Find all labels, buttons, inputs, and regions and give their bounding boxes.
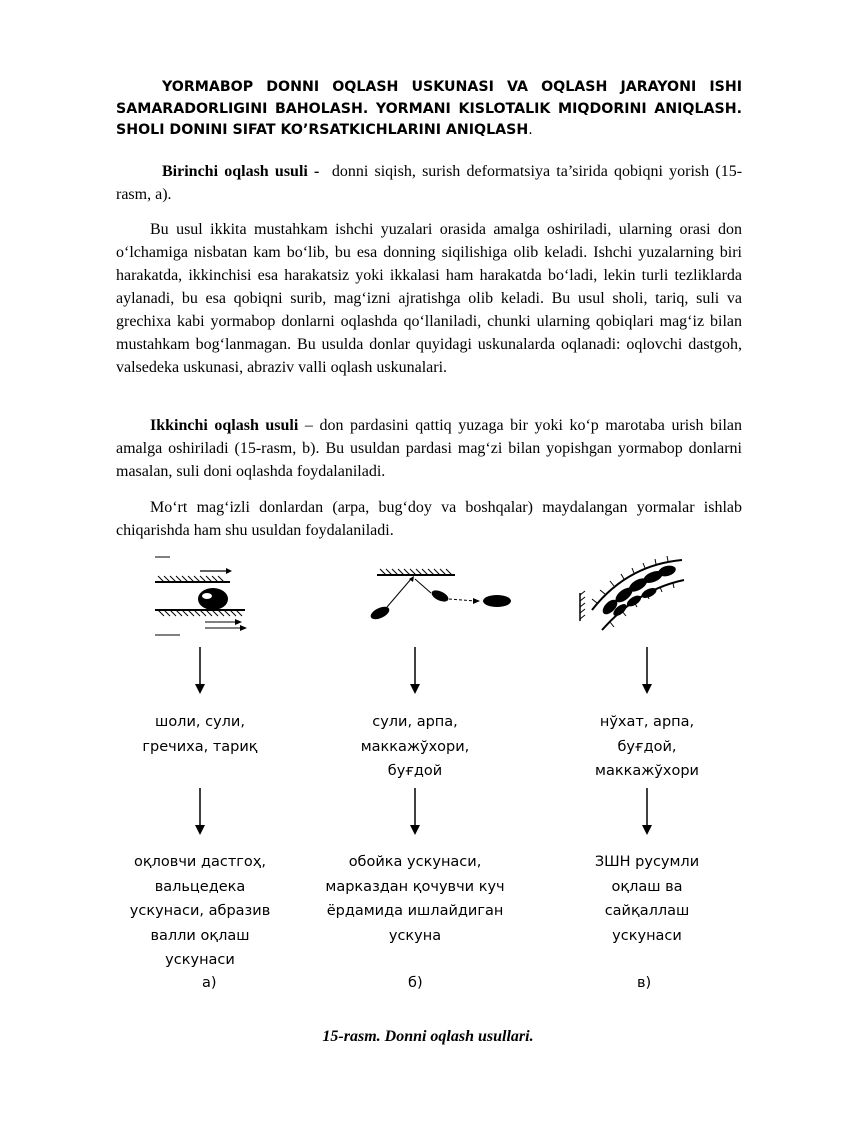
down-arrow-icon bbox=[640, 647, 654, 695]
method-2-text: – don pardasini qattiq yuzaga bir yoki koʻp marotaba urish bilan amalga oshiriladi (15-rasm, b). Bu usuldan pardasi magʻzi bilan yopishgan yormabop donlarni masalan, suli doni oqlashda foydalaniladi. bbox=[116, 417, 743, 480]
equipment-label-a: оқловчи дастгоҳ, вальцедека ускунаси, абразив валли оқлаш ускунаси bbox=[129, 854, 271, 968]
subfigure-letter-c: в) bbox=[637, 975, 652, 991]
paragraph-method-1 bbox=[116, 160, 742, 206]
down-arrow-icon bbox=[193, 647, 207, 695]
compression-method-diagram bbox=[150, 555, 260, 640]
crop-label-a: шоли, сули, гречиха, тариқ bbox=[142, 714, 258, 755]
equipment-label-c: ЗШН русумли оқлаш ва сайқаллаш ускунаси bbox=[594, 854, 700, 944]
down-arrow-icon bbox=[193, 788, 207, 836]
equipment-label-b: обойка ускунаси, марказдан қочувчи куч ёрдамида ишлайдиган ускуна bbox=[325, 854, 505, 944]
method-2-title: Ikkinchi oqlash usuli bbox=[150, 417, 299, 434]
subfigure-letter-b: б) bbox=[408, 975, 423, 991]
crop-label-c: нўхат, арпа, буғдой, маккажўхори bbox=[595, 714, 699, 779]
abrasion-method-diagram bbox=[572, 555, 687, 640]
paragraph-method-1-details: Bu usul ikkita mustahkam ishchi yuzalari orasida amalga oshiriladi, ularning orasi don oʻlchamiga nisbatan kam boʻlib, bu esa donning siqilishiga olib keladi. Ishchi yuzalarning biri harakatda, ikkinchisi esa harakatsiz yoki ikkalasi ham harakatda boʻladi, lekin turli tezliklarda aylanadi, bu esa qobiqni surib, magʻizni ajratishga olib keladi. Bu usul sholi, tariq, suli va grechixa kabi yormabop donlarni oqlashda qoʻllaniladi, chunki ularning qobiqlari magʻiz bilan mustahkam bogʻlanmagan. Bu usulda donlar quyidagi uskunalarda oqlanadi: oqlovchi dastgoh, valsedeka uskunasi, abraziv valli oqlash uskunalari. bbox=[116, 221, 742, 376]
crop-label-b: сули, арпа, маккажўхори, буғдой bbox=[360, 714, 470, 779]
method-1-text: donni siqish, surish deformatsiya ta’sirida qobiqni yorish (15-rasm, a). bbox=[116, 163, 743, 203]
down-arrow-icon bbox=[408, 647, 422, 695]
down-arrow-icon bbox=[408, 788, 422, 836]
section-heading bbox=[116, 77, 742, 142]
subfigure-letter-a: а) bbox=[202, 975, 217, 991]
paragraph-method-2 bbox=[116, 414, 742, 483]
heading-text: YORMABOP DONNI OQLASH USKUNASI VA OQLASH JARAYONI ISHI SAMARADORLIGINI BAHOLASH. YORMANI KISLOTALIK MIQDORINI ANIQLASH. SHOLI DONINI SIFAT KO’RSATKICHLARINI ANIQLASH bbox=[116, 79, 742, 139]
figure-caption: 15-rasm. Donni oqlash usullari. bbox=[322, 1028, 534, 1045]
down-arrow-icon bbox=[640, 788, 654, 836]
impact-method-diagram bbox=[365, 565, 525, 640]
heading-end: . bbox=[528, 122, 533, 139]
paragraph-brittle-grains: Moʻrt magʻizli donlardan (arpa, bugʻdoy va boshqalar) maydalangan yormalar ishlab chiqarishda ham shu usuldan foydalaniladi. bbox=[116, 499, 742, 539]
method-1-title: Birinchi oqlash usuli - bbox=[162, 163, 320, 180]
